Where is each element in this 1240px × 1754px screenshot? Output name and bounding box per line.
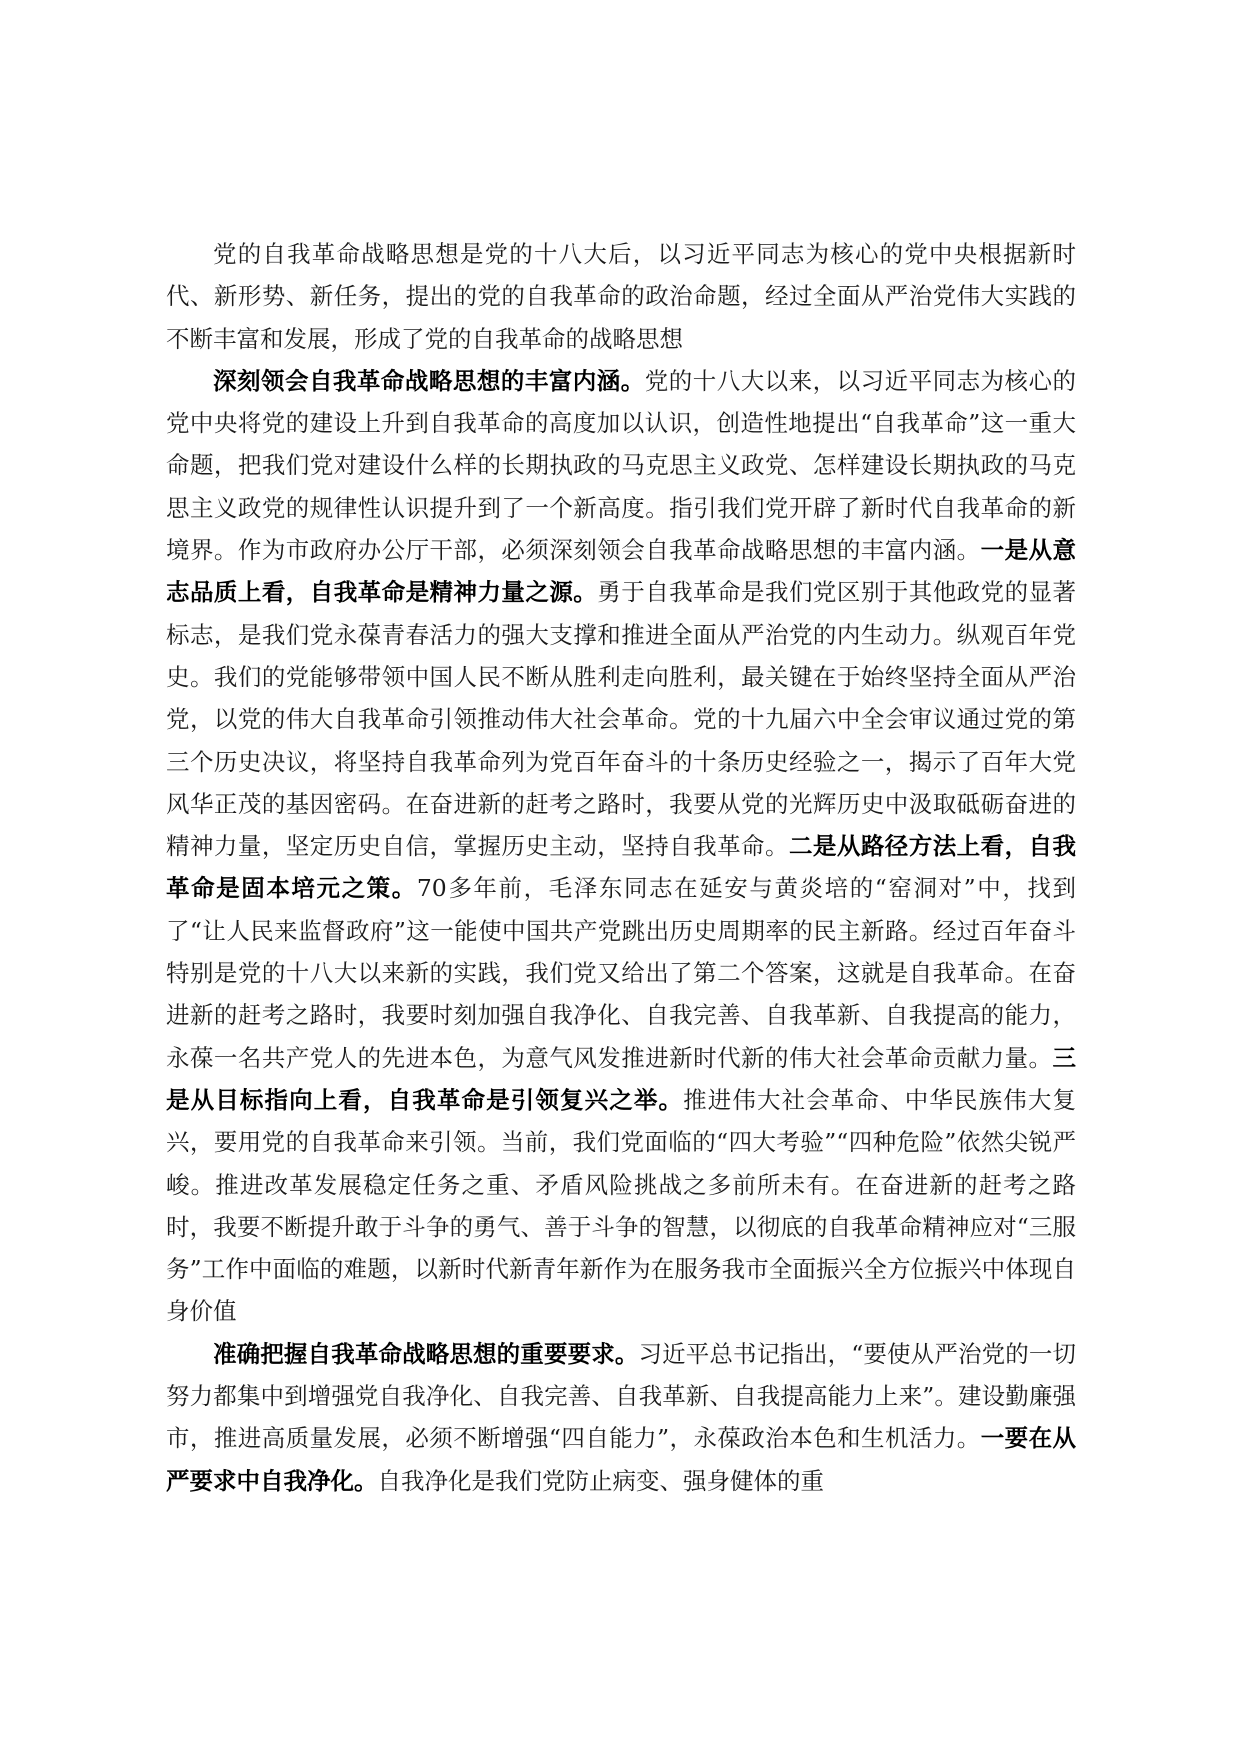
body-text: 推进伟大社会革命、中华民族伟大复兴，要用党的自我革命来引领。当前，我们党面临的“四大考验”“四种危险”依然尖锐严峻。推进改革发展稳定任务之重、矛盾风险挑战之多前所未有。在奋进新的赶考之路时，我要不断提升敢于斗争的勇气、善于斗争的智慧，以彻底的自我革命精神应对“三服务”工作中面临的难题，以新时代新青年新作为在服务我市全面振兴全方位振兴中体现自身价值 [166, 1085, 1076, 1326]
body-text: 70多年前，毛泽东同志在延安与黄炎培的“窑洞对”中，找到了“让人民来监督政府”这一能使中国共产党跳出历史周期率的民主新路。经过百年奋斗特别是党的十八大以来新的实践，我们党又给出了第二个答案，这就是自我革命。在奋进新的赶考之路时，我要时刻加强自我净化、自我完善、自我革新、自我提高的能力，永葆一名共产党人的先进本色，为意气风发推进新时代新的伟大社会革命贡献力量。 [166, 874, 1077, 1072]
paragraph-requirements [166, 1333, 1076, 1502]
body-text: 党的十八大以来，以习近平同志为核心的党中央将党的建设上升到自我革命的高度加以认识，创造性地提出“自我革命”这一重大命题，把我们党对建设什么样的长期执政的马克思主义政党、怎样建设长期执政的马克思主义政党的规律性认识提升到了一个新高度。指引我们党开辟了新时代自我革命的新境界。作为市政府办公厅干部，必须深刻领会自我革命战略思想的丰富内涵。 [166, 366, 1077, 565]
body-text: 习近平总书记指出，“要使从严治党的一切努力都集中到增强党自我净化、自我完善、自我革新、自我提高能力上来”。建设勤廉强市，推进高质量发展，必须不断增强“四自能力”，永葆政治本色和生机活力。 [166, 1339, 1077, 1453]
section-heading-connotation: 深刻领会自我革命战略思想的丰富内涵。 [213, 366, 645, 395]
paragraph-connotation [166, 360, 1076, 1333]
document-body [166, 233, 1076, 1502]
point-heading-1: 一是从意志品质上看，自我革命是精神力量之源。 [166, 536, 1077, 607]
paragraph-intro [166, 233, 1076, 360]
body-text: 勇于自我革命是我们党区别于其他政党的显著标志，是我们党永葆青春活力的强大支撑和推进全面从严治党的内生动力。纵观百年党史。我们的党能够带领中国人民不断从胜利走向胜利，最关键在于始终坚持全面从严治党，以党的伟大自我革命引领推动伟大社会革命。党的十九届六中全会审议通过党的第三个历史决议，将坚持自我革命列为党百年奋斗的十条历史经验之一，揭示了百年大党风华正茂的基因密码。在奋进新的赶考之路时，我要从党的光辉历史中汲取砥砺奋进的精神力量，坚定历史自信，掌握历史主动，坚持自我革命。 [166, 578, 1077, 861]
point-heading-3: 三是从目标指向上看，自我革命是引领复兴之举。 [166, 1043, 1076, 1114]
section-heading-requirements: 准确把握自我革命战略思想的重要要求。 [213, 1339, 639, 1368]
requirement-heading-1: 一要在从严要求中自我净化。 [166, 1424, 1077, 1495]
intro-text: 党的自我革命战略思想是党的十八大后，以习近平同志为核心的党中央根据新时代、新形势、新任务，提出的党的自我革命的政治命题，经过全面从严治党伟大实践的不断丰富和发展，形成了党的自我革命的战略思想 [166, 240, 1076, 353]
body-text: 自我净化是我们党防止病变、强身健体的重 [377, 1466, 824, 1495]
point-heading-2: 二是从路径方法上看，自我革命是固本培元之策。 [166, 832, 1077, 903]
